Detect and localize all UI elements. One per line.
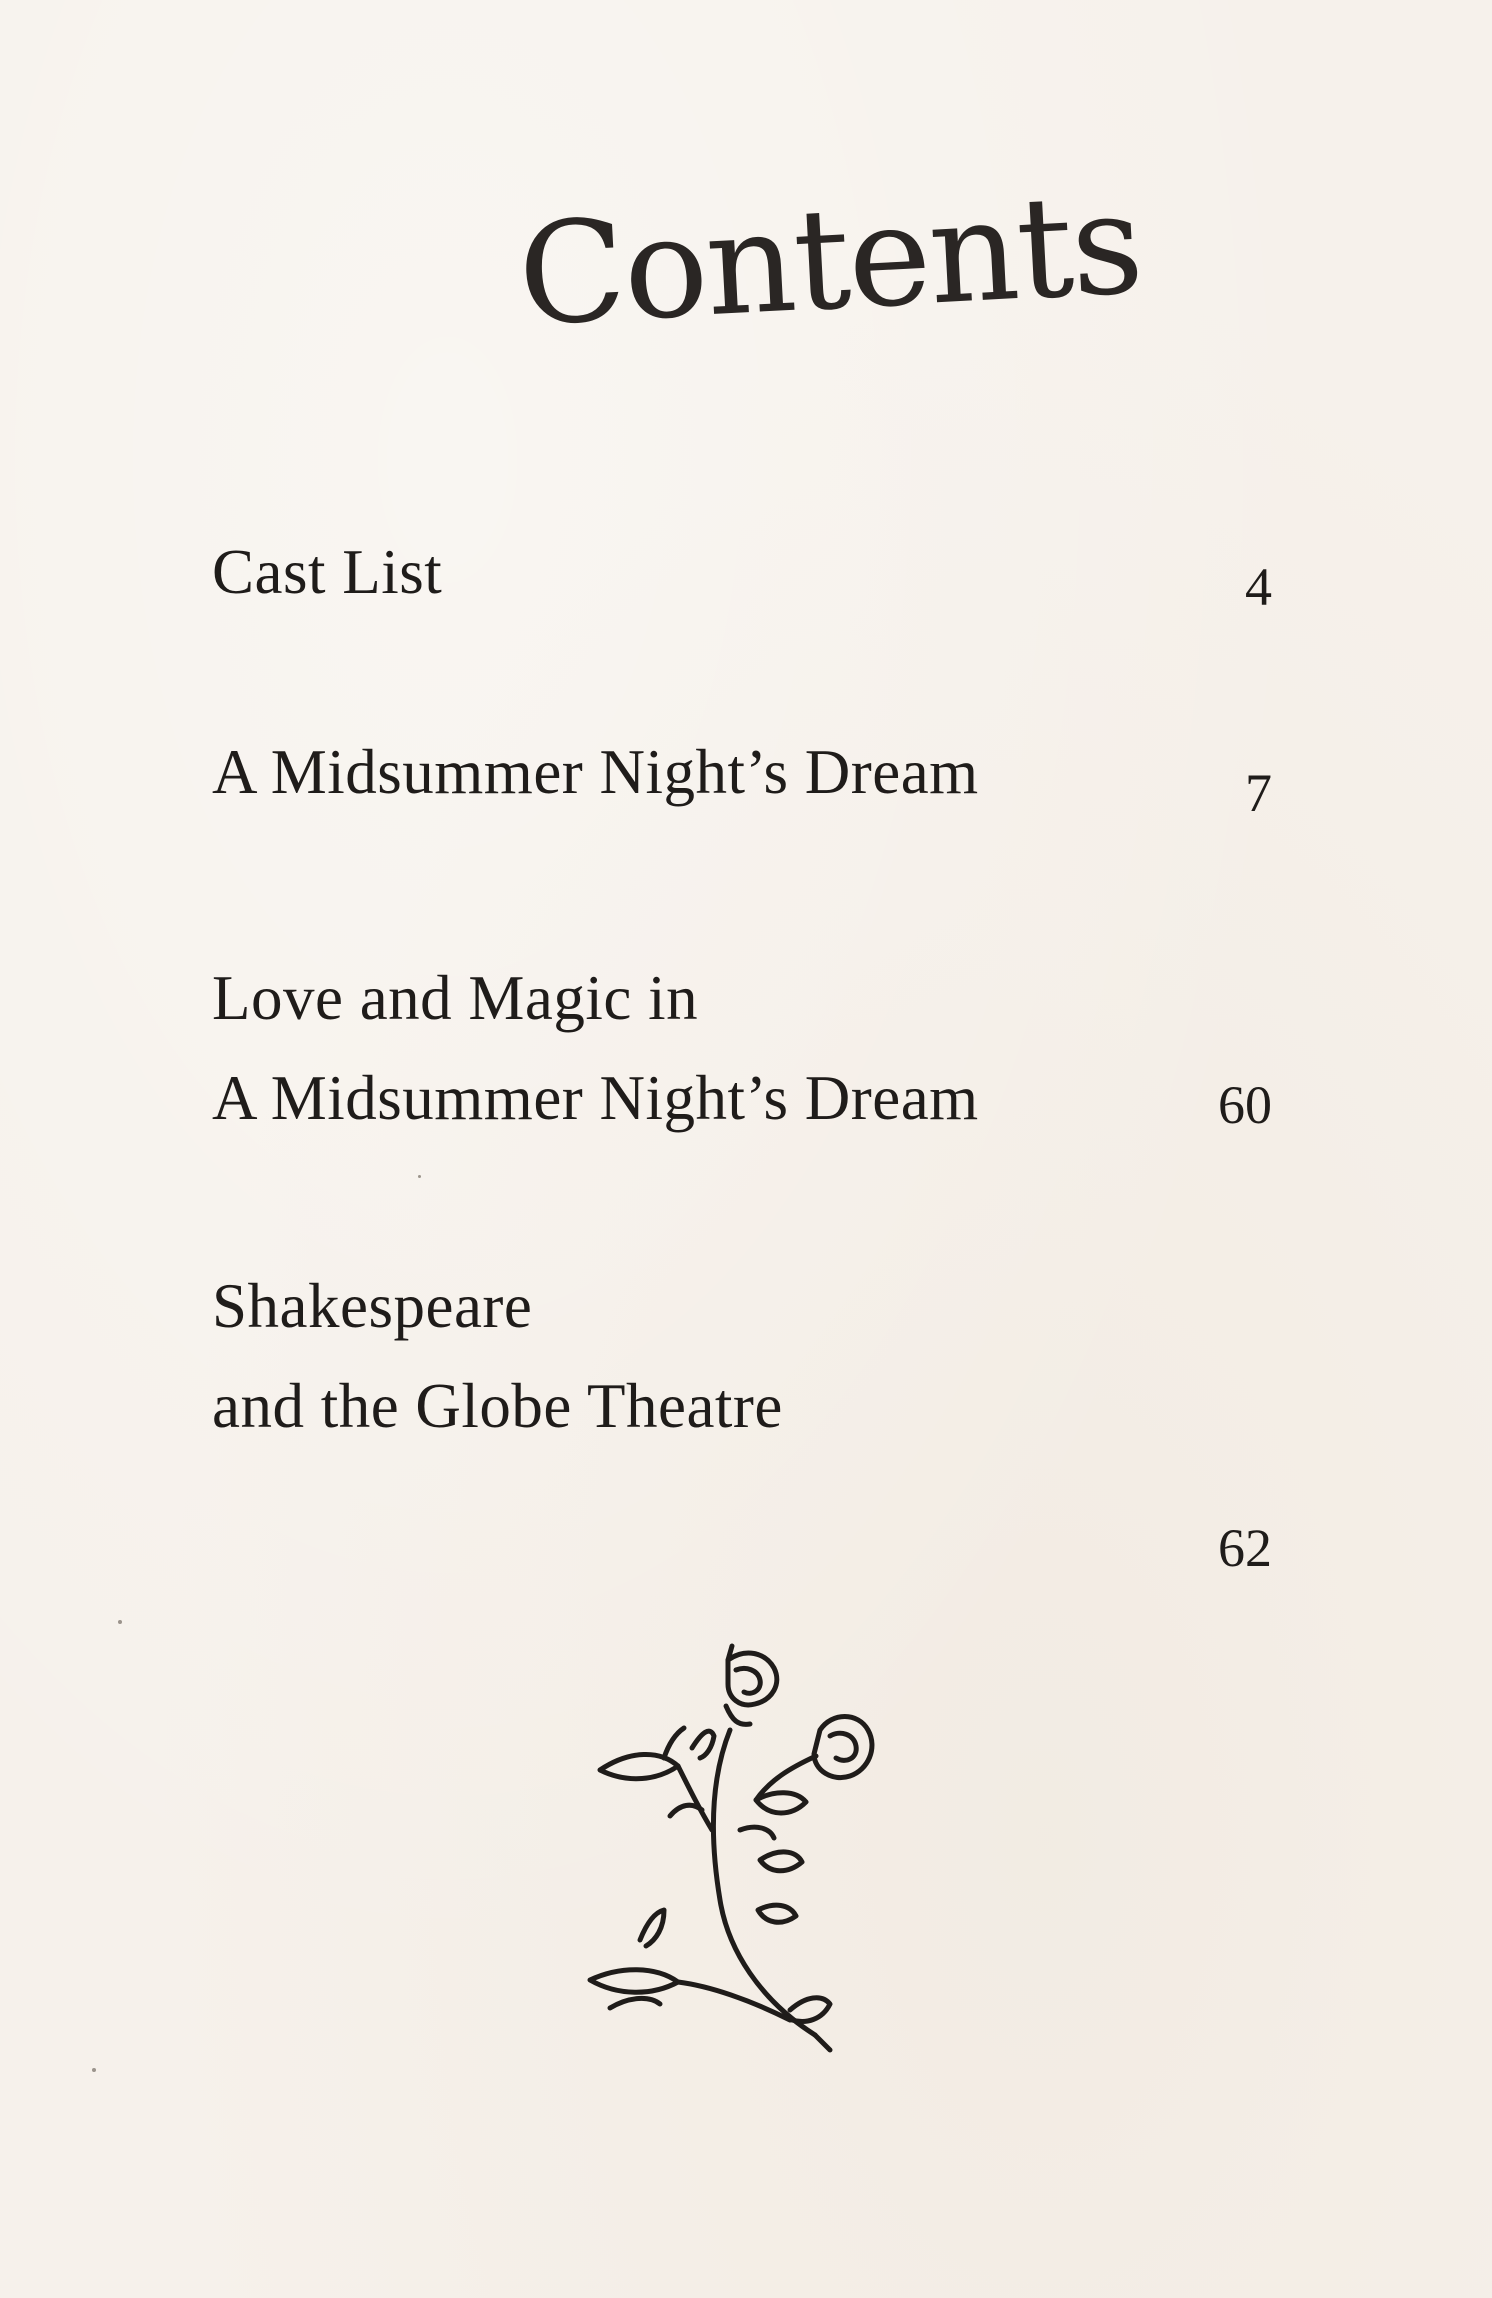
paper-speck — [92, 2068, 96, 2072]
toc-entry-title: Cast List — [212, 537, 443, 607]
toc-page-number: 60 — [1218, 1075, 1272, 1135]
rose-drawing-icon — [560, 1640, 940, 2060]
toc-entry-midsummer — [212, 722, 1272, 822]
paper-speck — [418, 1175, 421, 1178]
paper-speck — [118, 1620, 122, 1624]
toc-entry-title-line-1: Love and Magic in — [212, 963, 699, 1033]
toc-entry-title-line-1: Shakespeare — [212, 1271, 533, 1341]
toc-page-number: 62 — [1218, 1518, 1272, 1578]
page-title: Contents — [514, 162, 1146, 358]
toc-entry-cast-list — [212, 522, 1272, 622]
toc-entry-title-line-2: and the Globe Theatre — [212, 1371, 783, 1441]
toc-entry-shakespeare-globe — [212, 1256, 1272, 1578]
toc-page-number: 4 — [1245, 557, 1272, 617]
toc-entry-love-and-magic — [212, 948, 1272, 1148]
toc-entry-title: A Midsummer Night’s Dream — [212, 737, 979, 807]
toc-page-number: 7 — [1245, 763, 1272, 823]
toc-entry-title-line-2: A Midsummer Night’s Dream — [212, 1063, 979, 1133]
